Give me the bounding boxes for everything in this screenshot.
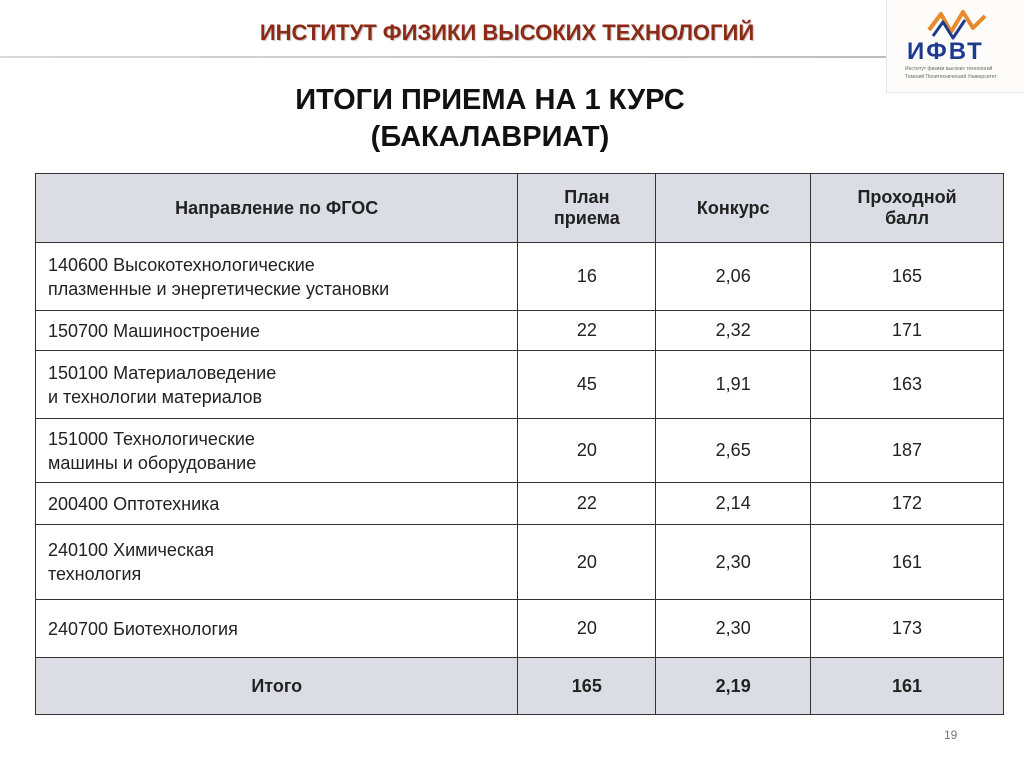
institute-title: ИНСТИТУТ ФИЗИКИ ВЫСОКИХ ТЕХНОЛОГИЙ [259,20,755,45]
plan-cell: 22 [518,311,656,351]
table-row [36,243,1004,311]
total-row [36,658,1004,715]
competition-cell: 2,14 [656,483,811,525]
direction-cell: 150100 Материаловедение и технологии материалов [36,351,518,419]
table-row [36,483,1004,525]
slide-title-line1: ИТОГИ ПРИЕМА НА 1 КУРС [295,84,685,116]
score-cell: 172 [811,483,1004,525]
admissions-table [35,173,1004,715]
competition-cell: 2,30 [656,600,811,658]
institute-logo [886,0,1024,93]
table-header-row [36,174,1004,243]
score-cell: 173 [811,600,1004,658]
direction-cell: 240700 Биотехнология [36,600,518,658]
plan-cell: 20 [518,419,656,483]
direction-cell: 150700 Машиностроение [36,311,518,351]
score-cell: 165 [811,243,1004,311]
logo-subtitle-university: Томский Политехнический Университет [905,74,997,80]
logo-wave-icon [927,6,987,42]
plan-cell: 22 [518,483,656,525]
competition-cell: 1,91 [656,351,811,419]
plan-cell: 20 [518,525,656,600]
header-divider [0,56,888,58]
plan-cell: 20 [518,600,656,658]
header-competition: Конкурс [656,174,811,243]
score-cell: 163 [811,351,1004,419]
competition-cell: 2,06 [656,243,811,311]
competition-cell: 2,32 [656,311,811,351]
total-competition: 2,19 [656,658,811,715]
competition-cell: 2,30 [656,525,811,600]
slide-title [0,82,980,156]
score-cell: 187 [811,419,1004,483]
direction-cell: 151000 Технологические машины и оборудование [36,419,518,483]
table-row [36,600,1004,658]
table-row [36,525,1004,600]
direction-cell: 140600 Высокотехнологические плазменные и энергетические установки [36,243,518,311]
logo-wordmark: ИФВТ [907,38,984,65]
logo-subtitle-institute: Институт физики высоких технологий [905,66,993,72]
total-score: 161 [811,658,1004,715]
score-cell: 161 [811,525,1004,600]
competition-cell: 2,65 [656,419,811,483]
header-direction: Направление по ФГОС [36,174,518,243]
table-row [36,419,1004,483]
table-row [36,311,1004,351]
slide-title-line2: (БАКАЛАВРИАТ) [370,121,610,153]
table-row [36,351,1004,419]
direction-cell: 200400 Оптотехника [36,483,518,525]
direction-cell: 240100 Химическая технология [36,525,518,600]
header-passing-score: Проходной балл [811,174,1004,243]
plan-cell: 45 [518,351,656,419]
score-cell: 171 [811,311,1004,351]
plan-cell: 16 [518,243,656,311]
total-label: Итого [36,658,518,715]
header-plan: План приема [518,174,656,243]
page-number: 19 [944,728,958,742]
total-plan: 165 [518,658,656,715]
